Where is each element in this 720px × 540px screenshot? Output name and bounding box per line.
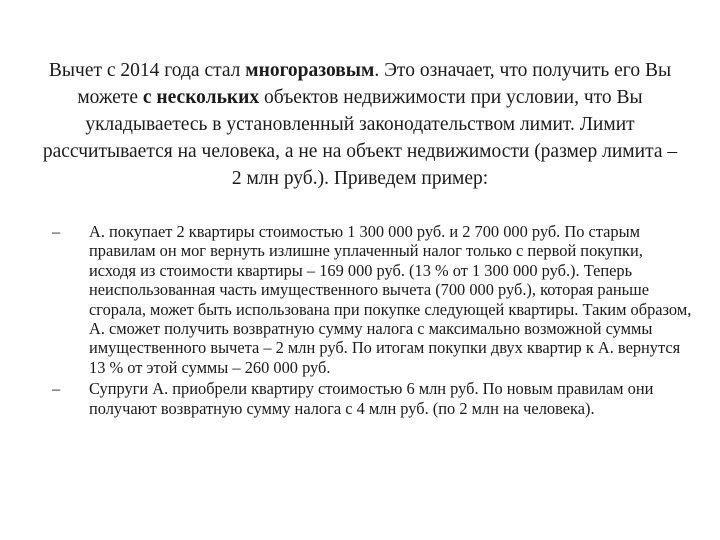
dash-marker: – [52, 379, 61, 399]
example-list [52, 222, 692, 420]
intro-text-2: . Это означает, что получить его Вы можете [77, 60, 672, 108]
intro-text-3: объектов недвижимости при условии, что Вы укладываетесь в установленный законодательством лимит. Лимит рассчитывается на человека, а не на объект недвижимости (размер лимита – 2 млн руб.). Приведем пример: [42, 87, 678, 189]
intro-bold-several: с нескольких [142, 87, 260, 108]
intro-text-1: Вычет с 2014 года стал [48, 60, 246, 81]
list-item-text: Супруги А. приобрели квартиру стоимостью 6 млн руб. По новым правилам они получают возвратную сумму налога с 4 млн руб. (по 2 млн на человека). [89, 379, 654, 418]
list-item [52, 222, 692, 377]
intro-paragraph [36, 57, 684, 192]
intro-bold-reusable: многоразовым [245, 60, 375, 81]
list-item-text: А. покупает 2 квартиры стоимостью 1 300 000 руб. и 2 700 000 руб. По старым правилам он мог вернуть излишне уплаченный налог только с первой покупки, исходя из стоимости квартиры – 169 000 руб. (13 % от 1 300 000 руб.). Теперь неиспользованная часть имущественного вычета (700 000 руб.), которая раньше сгорала, может быть использована при покупке следующей квартиры. Таким образом, А. сможет получить возвратную сумму налога с максимально возможной суммы имущественного вычета – 2 млн руб. По итогам покупки двух квартир к А. вернутся 13 % от этой суммы – 260 000 руб. [89, 222, 692, 377]
dash-marker: – [52, 222, 61, 241]
list-item [52, 379, 692, 418]
